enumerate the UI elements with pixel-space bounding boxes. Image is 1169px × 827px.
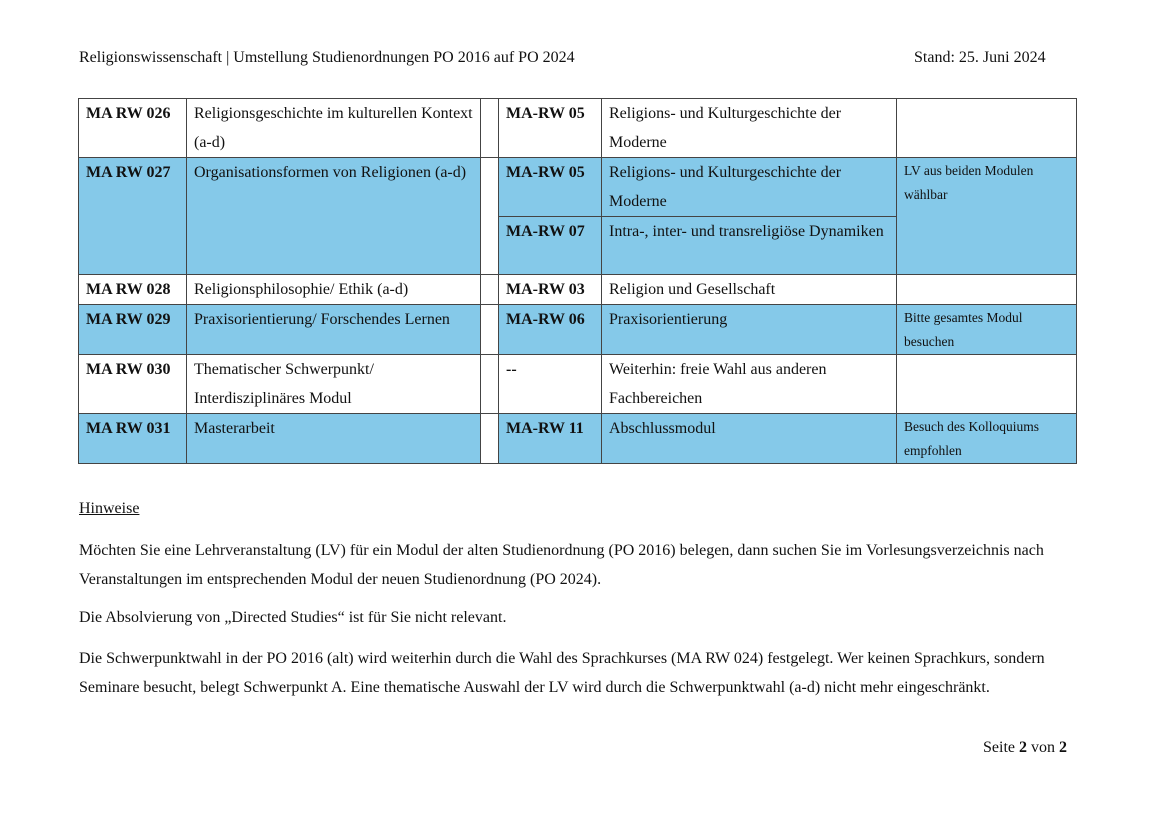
old-module-code: MA RW 030 <box>79 355 187 414</box>
column-divider <box>481 414 499 464</box>
new-module-code: MA-RW 07 <box>499 217 602 275</box>
notes-paragraph: Die Absolvierung von „Directed Studies“ ist für Sie nicht relevant. <box>79 609 507 626</box>
note-cell: Besuch des Kolloquiums empfohlen <box>897 414 1077 464</box>
old-module-title: Organisationsformen von Religionen (a-d) <box>187 158 481 275</box>
note-cell <box>897 275 1077 305</box>
table-row <box>79 275 1077 305</box>
column-divider <box>481 355 499 414</box>
old-module-code: MA RW 028 <box>79 275 187 305</box>
module-mapping-table <box>78 98 1077 464</box>
old-module-code: MA RW 029 <box>79 305 187 355</box>
new-module-code: MA-RW 06 <box>499 305 602 355</box>
new-module-title: Praxisorientierung <box>602 305 897 355</box>
new-module-title: Religions- und Kulturgeschichte der Moderne <box>602 99 897 158</box>
notes-heading: Hinweise <box>79 500 140 517</box>
new-module-title: Religions- und Kulturgeschichte der Moderne <box>602 158 897 217</box>
page-footer <box>983 739 1067 757</box>
old-module-code: MA RW 027 <box>79 158 187 275</box>
table-row <box>79 158 1077 217</box>
new-module-title: Intra-, inter- und transreligiöse Dynamiken <box>602 217 897 275</box>
page-label: Seite <box>983 739 1015 756</box>
old-module-code: MA RW 026 <box>79 99 187 158</box>
new-module-title: Religion und Gesellschaft <box>602 275 897 305</box>
page-of-label: von <box>1031 739 1055 756</box>
new-module-code: -- <box>499 355 602 414</box>
new-module-code: MA-RW 05 <box>499 99 602 158</box>
table-row <box>79 305 1077 355</box>
notes-paragraph: Die Schwerpunktwahl in der PO 2016 (alt) wird weiterhin durch die Wahl des Sprachkurses (MA RW 024) festgelegt. Wer keinen Sprachkurs, sondern Seminare besucht, belegt Schwerpunkt A. Eine thematische Auswahl der LV wird durch die Schwerpunktwahl (a-d) nicht mehr eingeschränkt. <box>79 650 1045 696</box>
old-module-title: Religionsphilosophie/ Ethik (a-d) <box>187 275 481 305</box>
page-number: 2 <box>1019 739 1027 756</box>
note-cell <box>897 355 1077 414</box>
new-module-title: Abschlussmodul <box>602 414 897 464</box>
column-divider <box>481 275 499 305</box>
page-total: 2 <box>1059 739 1067 756</box>
document-header-date: Stand: 25. Juni 2024 <box>914 49 1046 66</box>
old-module-title: Praxisorientierung/ Forschendes Lernen <box>187 305 481 355</box>
table-row <box>79 99 1077 158</box>
table-row <box>79 414 1077 464</box>
new-module-code: MA-RW 03 <box>499 275 602 305</box>
old-module-title: Religionsgeschichte im kulturellen Kontext (a-d) <box>187 99 481 158</box>
column-divider <box>481 305 499 355</box>
table-row <box>79 355 1077 414</box>
note-cell <box>897 99 1077 158</box>
old-module-title: Masterarbeit <box>187 414 481 464</box>
column-divider <box>481 99 499 158</box>
new-module-title: Weiterhin: freie Wahl aus anderen Fachbereichen <box>602 355 897 414</box>
note-cell: LV aus beiden Modulen wählbar <box>897 158 1077 275</box>
note-cell: Bitte gesamtes Modul besuchen <box>897 305 1077 355</box>
notes-paragraph: Möchten Sie eine Lehrveranstaltung (LV) für ein Modul der alten Studienordnung (PO 2016) belegen, dann suchen Sie im Vorlesungsverzeichnis nach Veranstaltungen im entsprechenden Modul der neuen Studienordnung (PO 2024). <box>79 542 1044 588</box>
old-module-title: Thematischer Schwerpunkt/ Interdisziplinäres Modul <box>187 355 481 414</box>
column-divider <box>481 158 499 275</box>
new-module-code: MA-RW 11 <box>499 414 602 464</box>
document-header-title: Religionswissenschaft | Umstellung Studienordnungen PO 2016 auf PO 2024 <box>79 49 575 66</box>
old-module-code: MA RW 031 <box>79 414 187 464</box>
new-module-code: MA-RW 05 <box>499 158 602 217</box>
